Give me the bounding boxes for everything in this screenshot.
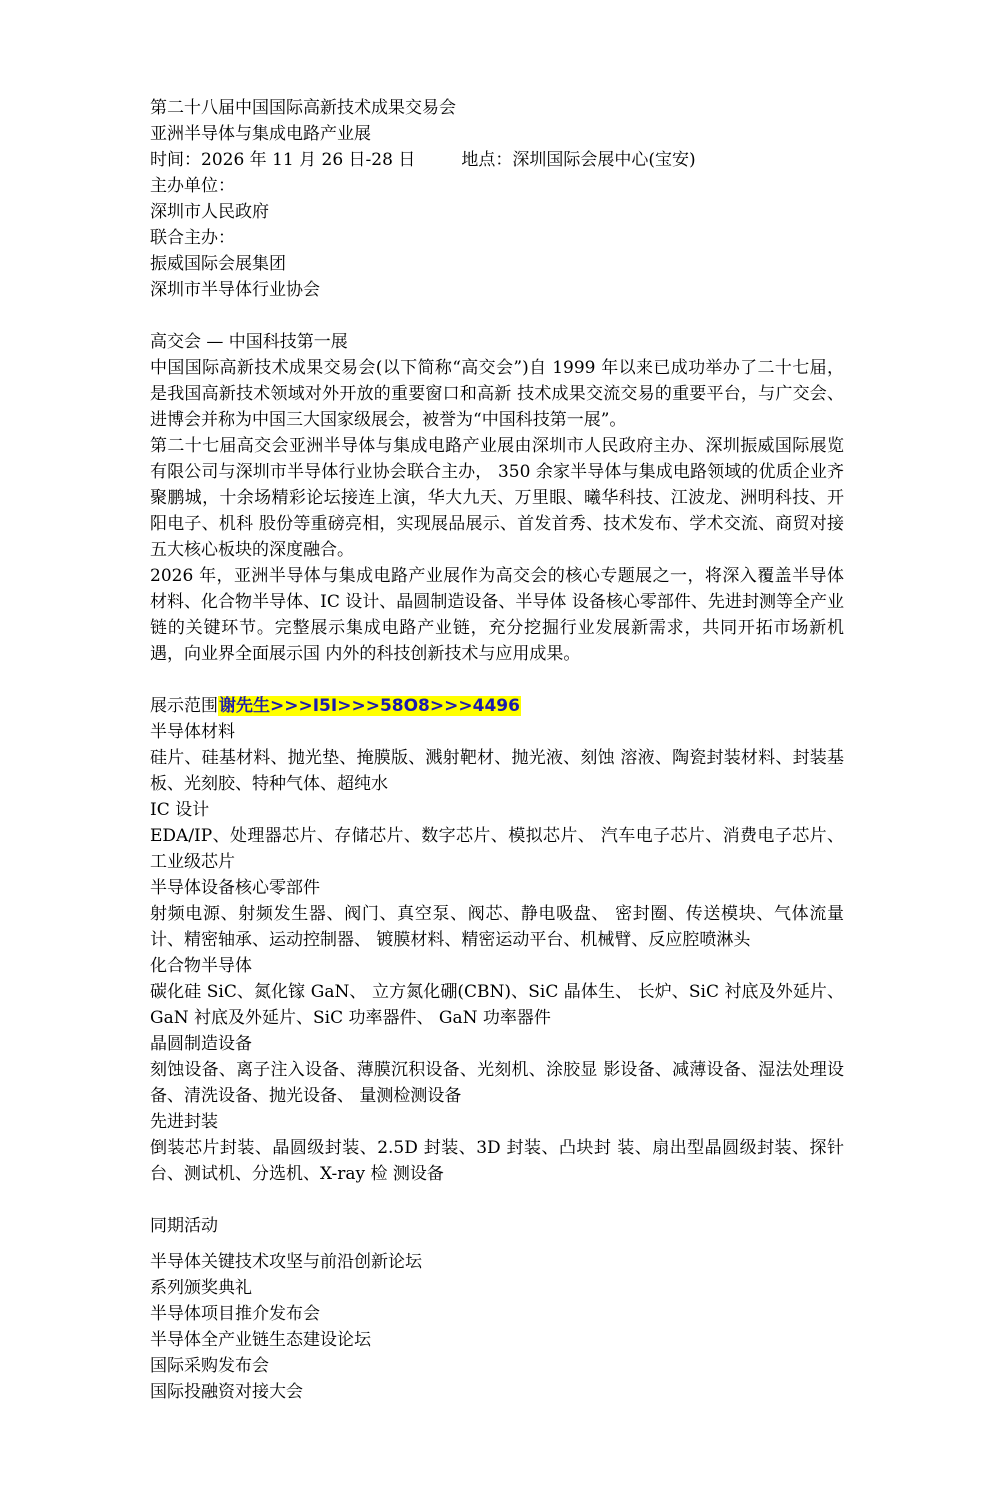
category-items: EDA/IP、处理器芯片、存储芯片、数字芯片、模拟芯片、 汽车电子芯片、消费电子芯片、工业级芯片: [150, 826, 844, 872]
event-item: 半导体项目推介发布会: [150, 1304, 320, 1324]
event-item: 半导体全产业链生态建设论坛: [150, 1330, 371, 1350]
category-name: 半导体材料: [150, 722, 235, 742]
category-items: 硅片、硅基材料、抛光垫、掩膜版、溅射靶材、抛光液、刻蚀 溶液、陶瓷封装材料、封装基板、光刻胶、特种气体、超纯水: [150, 748, 844, 794]
spacer: [150, 1187, 844, 1213]
intro-heading: 高交会 — 中国科技第一展: [150, 332, 348, 352]
intro-paragraph: 2026 年，亚洲半导体与集成电路产业展作为高交会的核心专题展之一，将深入覆盖半导体材料、化合物半导体、IC 设计、晶圆制造设备、半导体 设备核心零部件、先进封测等全产业链的关键环节。完整展示集成电路产业链，充分挖掘行业发展新需求，共同开拓市场新机遇，向业界全面展示国 内外的科技创新技术与应用成果。: [150, 566, 844, 664]
category-name: 化合物半导体: [150, 956, 252, 976]
fair-title: 第二十八届中国国际高新技术成果交易会: [150, 98, 456, 118]
spacer: [150, 667, 844, 693]
organizer-name: 深圳市人民政府: [150, 202, 269, 222]
event-item: 系列颁奖典礼: [150, 1278, 252, 1298]
category-items: 碳化硅 SiC、氮化镓 GaN、 立方氮化硼(CBN)、SiC 晶体生、 长炉、SiC 衬底及外延片、GaN 衬底及外延片、SiC 功率器件、 GaN 功率器件: [150, 982, 844, 1028]
scope-heading: [150, 693, 844, 719]
scope-label: 展示范围: [150, 696, 218, 716]
intro-paragraph: 第二十七届高交会亚洲半导体与集成电路产业展由深圳市人民政府主办、深圳振威国际展览有限公司与深圳市半导体行业协会联合主办， 350 余家半导体与集成电路领域的优质企业齐聚鹏城，十余场精彩论坛接连上演，华大九天、万里眼、曦华科技、江波龙、洲明科技、开阳电子、机科 股份等重磅亮相，实现展品展示、首发首秀、技术发布、学术交流、商贸对接五大核心板块的深度融合。: [150, 436, 844, 560]
contact-highlight: 谢先生>>>I5I>>>58O8>>>4496: [219, 696, 520, 716]
event-item: 国际采购发布会: [150, 1356, 269, 1376]
organizer-label: 主办单位：: [150, 176, 235, 196]
category-name: 晶圆制造设备: [150, 1034, 252, 1054]
exhibition-place: 地点：深圳国际会展中心(宝安): [461, 150, 696, 170]
co-organizer-name: 深圳市半导体行业协会: [150, 280, 320, 300]
spacer: [150, 1239, 844, 1249]
category-name: 半导体设备核心零部件: [150, 878, 320, 898]
exhibition-time: 时间：2026 年 11 月 26 日-28 日: [150, 150, 416, 170]
spacer: [150, 303, 844, 329]
category-name: IC 设计: [150, 800, 210, 820]
category-items: 倒装芯片封装、晶圆级封装、2.5D 封装、3D 封装、凸块封 装、扇出型晶圆级封装、探针台、测试机、分选机、X-ray 检 测设备: [150, 1138, 844, 1184]
events-heading: 同期活动: [150, 1216, 218, 1236]
exhibition-title: 亚洲半导体与集成电路产业展: [150, 124, 371, 144]
category-items: 刻蚀设备、离子注入设备、薄膜沉积设备、光刻机、涂胶显 影设备、减薄设备、湿法处理设备、清洗设备、抛光设备、 量测检测设备: [150, 1060, 844, 1106]
co-organizer-label: 联合主办：: [150, 228, 235, 248]
category-name: 先进封装: [150, 1112, 218, 1132]
co-organizer-name: 振威国际会展集团: [150, 254, 286, 274]
event-item: 半导体关键技术攻坚与前沿创新论坛: [150, 1252, 422, 1272]
category-items: 射频电源、射频发生器、阀门、真空泵、阀芯、静电吸盘、 密封圈、传送模块、气体流量计、精密轴承、运动控制器、 镀膜材料、精密运动平台、机械臂、反应腔喷淋头: [150, 904, 844, 950]
time-place-row: [150, 147, 844, 173]
intro-paragraph: 中国国际高新技术成果交易会(以下简称“高交会”)自 1999 年以来已成功举办了二十七届，是我国高新技术领域对外开放的重要窗口和高新 技术成果交流交易的重要平台，与广交会、进博会并称为中国三大国家级展会，被誉为“中国科技第一展”。: [150, 358, 844, 430]
event-item: 国际投融资对接大会: [150, 1382, 303, 1402]
document-page: [150, 95, 844, 1405]
